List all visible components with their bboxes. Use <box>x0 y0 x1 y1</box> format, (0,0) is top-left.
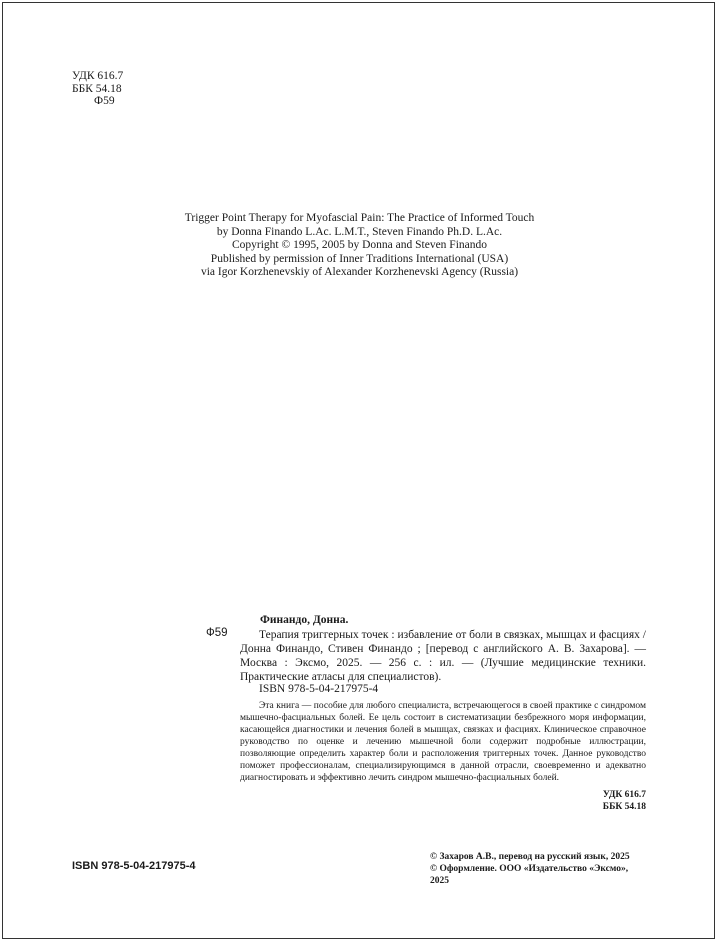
publication-permission-line: Published by permission of Inner Traditions International (USA) <box>210 252 509 265</box>
annotation-codes <box>560 790 646 813</box>
footer-isbn: ISBN 978-5-04-217975-4 <box>72 860 196 872</box>
original-authors-line: by Donna Finando L.Ac. L.M.T., Steven Finando Ph.D. L.Ac. <box>216 225 503 238</box>
annotation-udk: УДК 616.7 <box>602 790 646 800</box>
biblio-author: Финандо, Донна. <box>260 614 349 626</box>
original-title-line: Trigger Point Therapy for Myofascial Pain: The Practice of Informed Touch <box>184 212 535 224</box>
agency-line: via Igor Korzhenevskiy of Alexander Korzhenevski Agency (Russia) <box>200 266 519 278</box>
udk-code: УДК 616.7 <box>72 70 124 82</box>
annotation-bbk: ББК 54.18 <box>602 801 646 812</box>
original-copyright-line: Copyright © 1995, 2005 by Donna and Steven Finando <box>231 239 487 251</box>
design-rights: © Оформление. ООО «Издательство «Эксмо», 2025 <box>430 864 629 886</box>
biblio-description-text: Терапия триггерных точек : избавление от боли в связках, мышцах и фасциях / Донна Финандо, Стивен Финандо ; [перевод с английского А. В. Захарова]. — Москва : Эксмо, 2025. — 256 с. : ил. — (Лучшие медицинские техники. Практические атласы для специалистов). <box>240 629 646 683</box>
biblio-isbn: ISBN 978-5-04-217975-4 <box>259 683 379 695</box>
bbk-code: ББК 54.18 <box>72 82 122 95</box>
annotation <box>240 700 646 784</box>
author-mark: Ф59 <box>94 95 115 107</box>
biblio-author-mark: Ф59 <box>206 627 228 639</box>
translation-rights: © Захаров А.В., перевод на русский язык, 2025 <box>430 852 630 862</box>
biblio-description <box>240 628 646 684</box>
footer-rights <box>430 851 646 887</box>
annotation-text: Эта книга — пособие для любого специалиста, встречающегося в своей практике с синдромом мышечно-фасциальных болей. Ее цель состоит в систематизации безбрежного моря информации, касающейся диагностики и лечения болей в мышцах, связках и фасциях. Клиническое справочное руководство по оценке и лечению мышечной боли содержит подробные иллюстрации, позволяющие определить характер боли и расположения триггерных точек. Данное руководство поможет профессионалам, специализирующимся в данной отрасли, своевременно и адекватно диагностировать и эффективно лечить синдром мышечно-фасциальных болей. <box>240 701 646 783</box>
original-copyright-block <box>0 212 719 280</box>
classification-codes <box>72 70 123 108</box>
